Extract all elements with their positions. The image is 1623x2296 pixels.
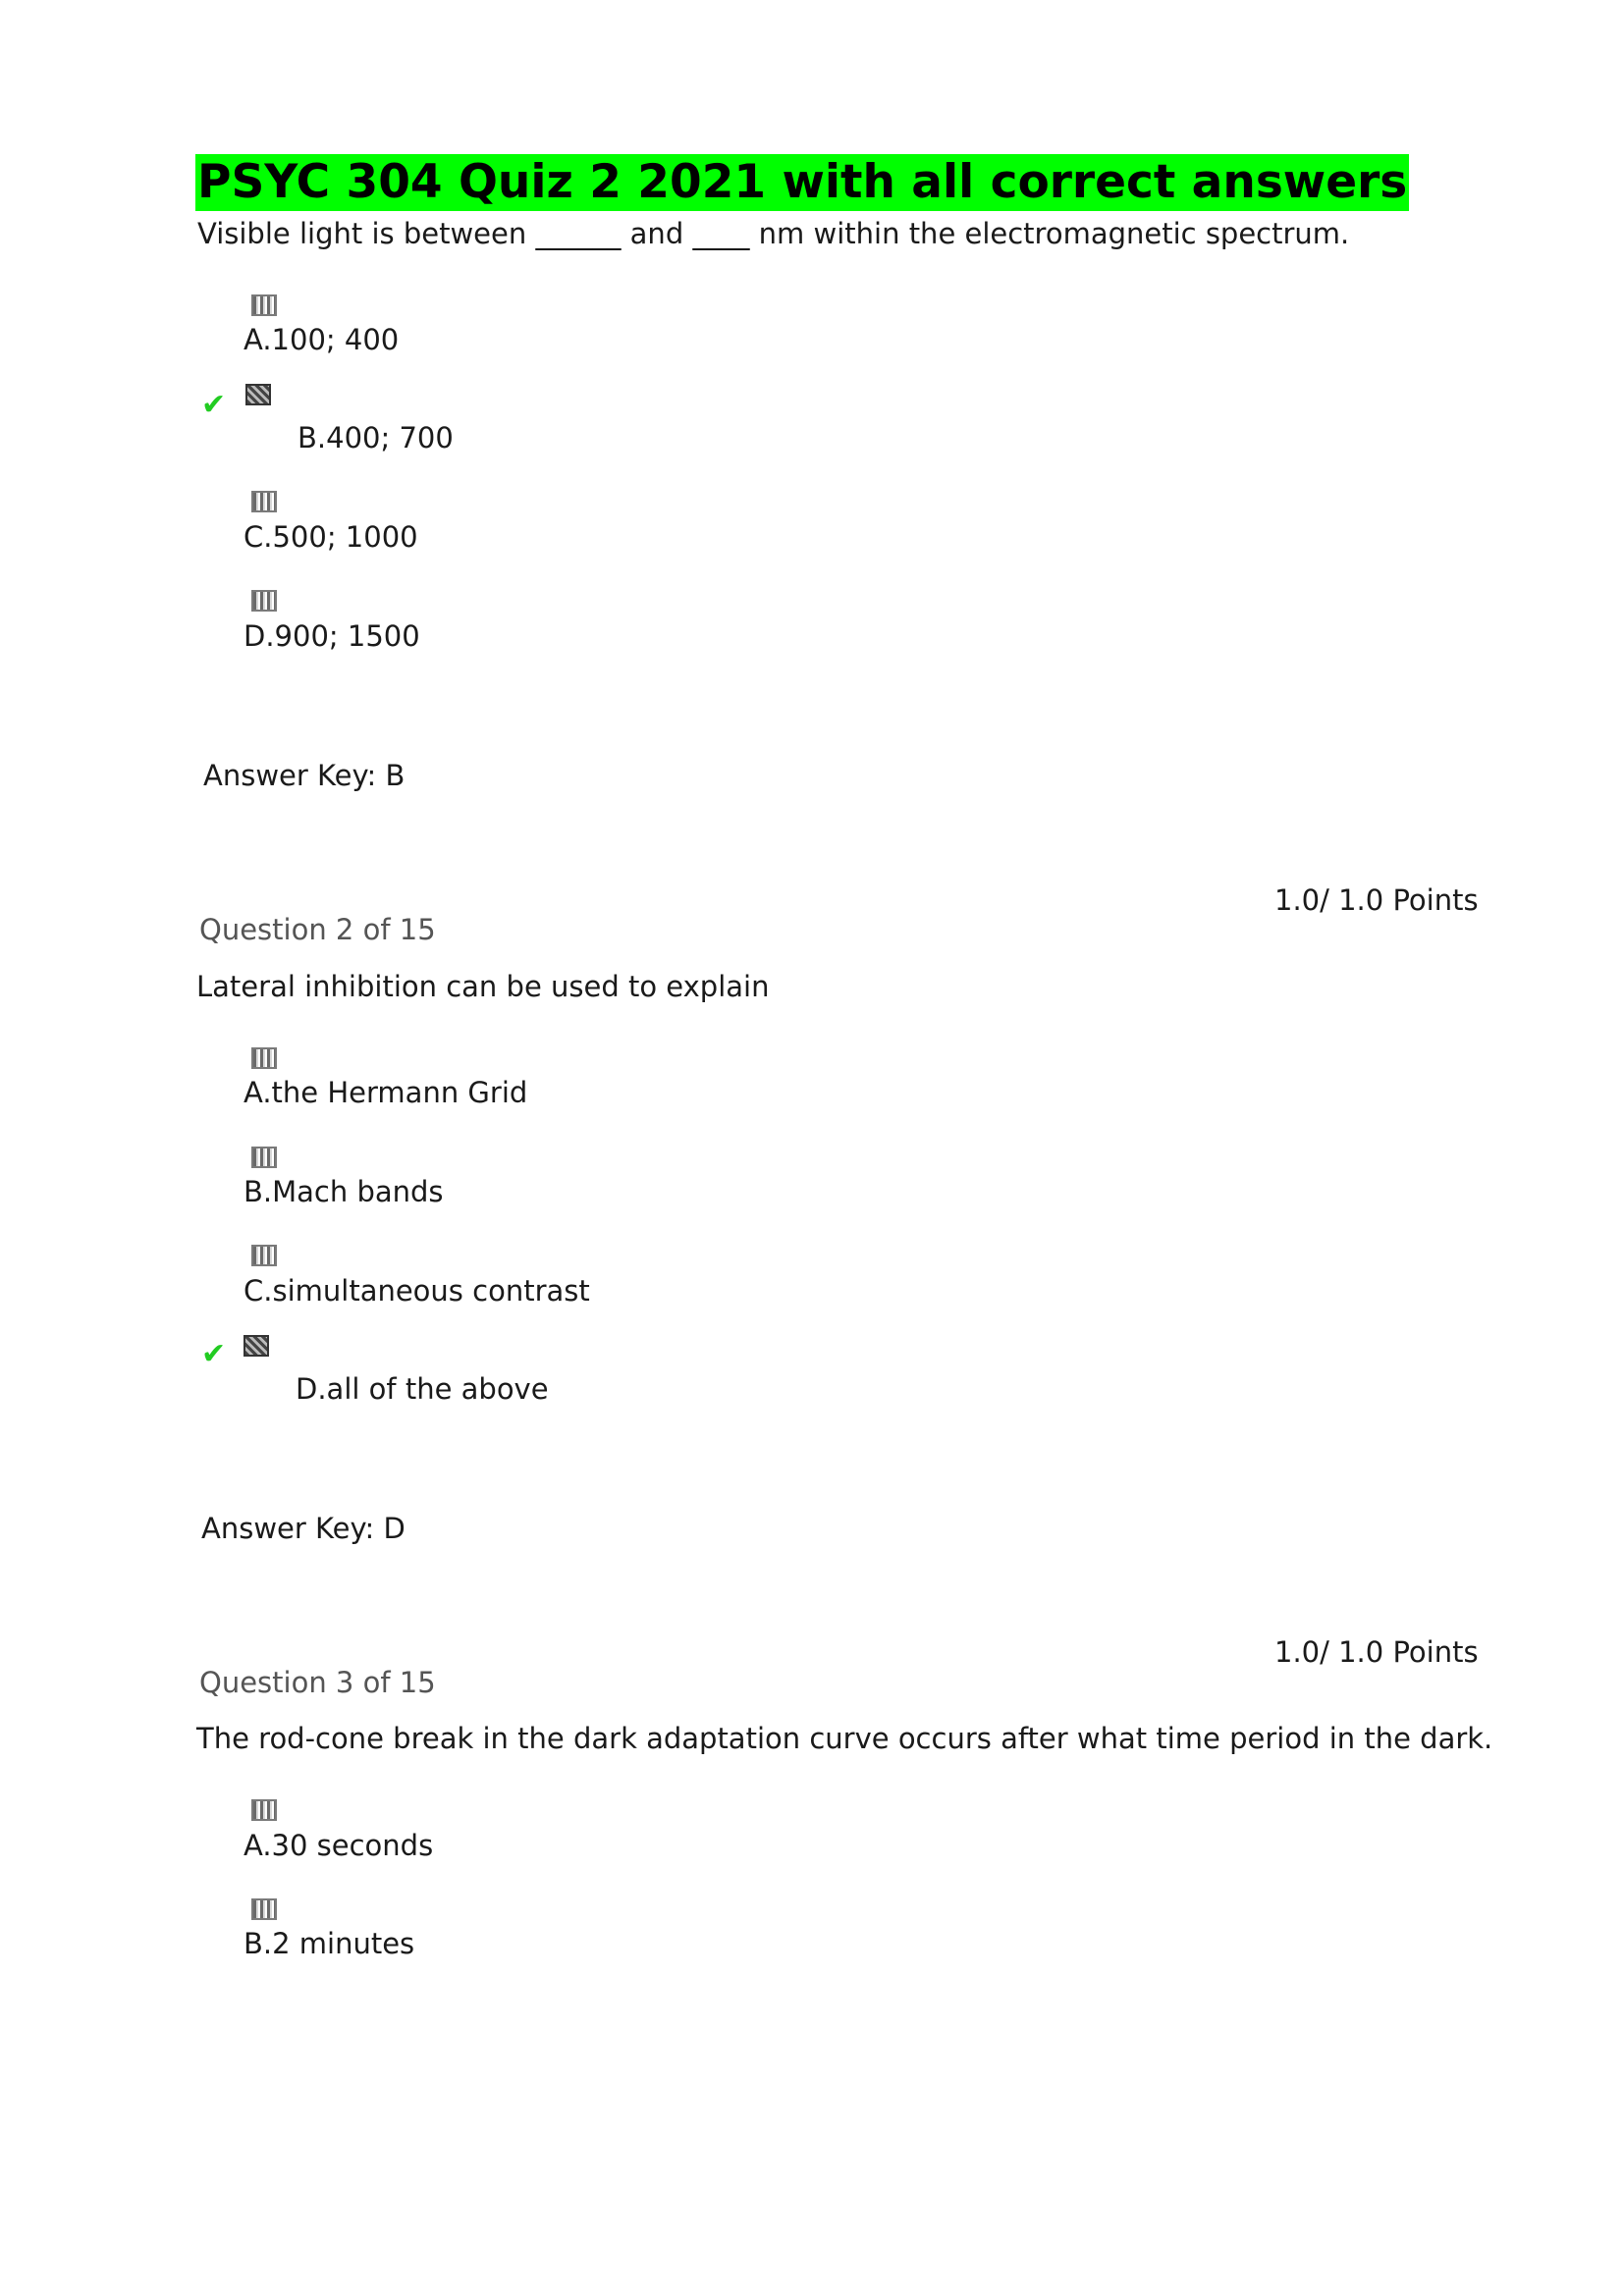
question-1-text: Visible light is between ______ and ____ nm within the electromagnetic spectrum.: [197, 217, 1350, 250]
question-2-option-c[interactable]: C.simultaneous contrast: [243, 1274, 590, 1308]
checkmark-icon: ✔: [201, 1337, 227, 1371]
question-2-option-d[interactable]: D.all of the above: [296, 1372, 549, 1406]
question-3-option-a[interactable]: A.30 seconds: [243, 1829, 434, 1862]
question-1-option-c[interactable]: C.500; 1000: [243, 520, 418, 554]
question-3-number: Question 3 of 15: [199, 1666, 436, 1699]
question-3-text: The rod-cone break in the dark adaptation curve occurs after what time period in the dark.: [196, 1722, 1493, 1755]
question-3-points: 1.0/ 1.0 Points: [1274, 1635, 1479, 1669]
question-2-option-a[interactable]: A.the Hermann Grid: [243, 1076, 528, 1109]
question-2-option-b[interactable]: B.Mach bands: [243, 1175, 444, 1208]
document-title: PSYC 304 Quiz 2 2021 with all correct answers: [197, 155, 1408, 209]
question-2-points: 1.0/ 1.0 Points: [1274, 883, 1479, 917]
radio-button-icon[interactable]: [243, 1335, 269, 1357]
radio-button-icon[interactable]: [251, 1047, 277, 1069]
question-2-number: Question 2 of 15: [199, 913, 436, 946]
question-1-option-b[interactable]: B.400; 700: [298, 421, 454, 454]
radio-button-icon[interactable]: [251, 294, 277, 316]
question-3-option-b[interactable]: B.2 minutes: [243, 1927, 415, 1960]
checkmark-icon: ✔: [201, 388, 227, 422]
question-2-text: Lateral inhibition can be used to explain: [196, 970, 770, 1003]
radio-button-icon[interactable]: [251, 491, 277, 512]
radio-button-icon[interactable]: [251, 1799, 277, 1821]
question-1-option-d[interactable]: D.900; 1500: [243, 619, 420, 653]
radio-button-icon[interactable]: [245, 384, 271, 405]
radio-button-icon[interactable]: [251, 1898, 277, 1920]
radio-button-icon[interactable]: [251, 590, 277, 612]
radio-button-icon[interactable]: [251, 1245, 277, 1266]
answer-key-1: Answer Key: B: [203, 759, 406, 792]
radio-button-icon[interactable]: [251, 1147, 277, 1168]
question-1-option-a[interactable]: A.100; 400: [243, 323, 400, 356]
answer-key-2: Answer Key: D: [201, 1512, 406, 1545]
